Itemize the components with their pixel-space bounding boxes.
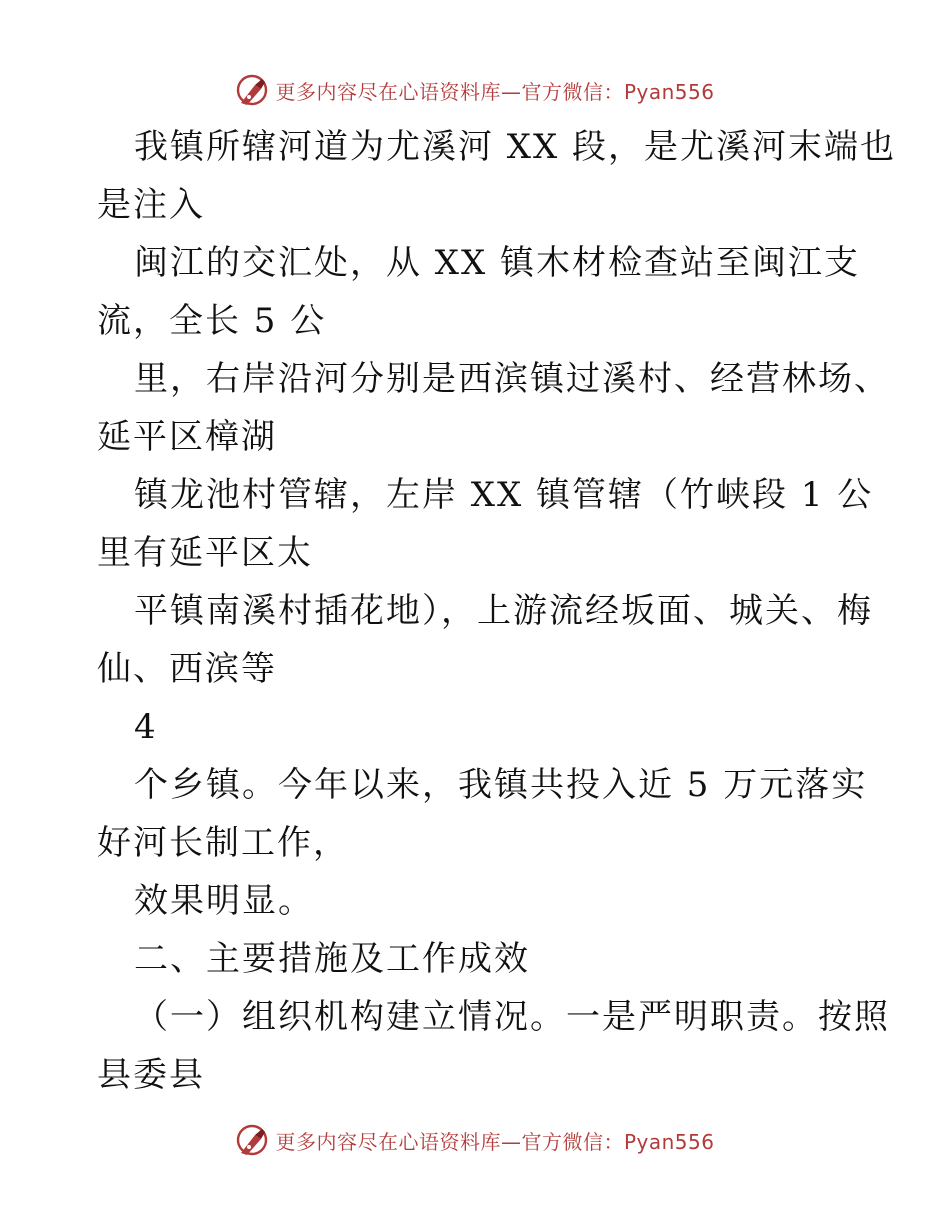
footer-watermark-banner bbox=[0, 1120, 950, 1160]
text-line: 好河长制工作， bbox=[97, 823, 349, 863]
text-line: 平镇南溪村插花地），上游流经坂面、城关、梅 bbox=[134, 591, 873, 631]
pen-nib-logo-icon bbox=[235, 1123, 269, 1157]
text-line: 仙、西滨等 bbox=[97, 649, 277, 689]
text-line: （一）组织机构建立情况。一是严明职责。按照 bbox=[134, 997, 890, 1037]
pen-nib-logo-icon bbox=[235, 73, 269, 107]
text-line: 延平区樟湖 bbox=[97, 417, 277, 457]
text-line: 县委县 bbox=[97, 1055, 205, 1095]
text-line: 是注入 bbox=[97, 185, 205, 225]
text-line: 流，全长 5 公 bbox=[97, 301, 327, 341]
text-line: 4 bbox=[134, 707, 158, 747]
text-line: 二、主要措施及工作成效 bbox=[134, 939, 530, 979]
text-line: 我镇所辖河道为尤溪河 XX 段，是尤溪河末端也 bbox=[134, 127, 897, 167]
text-line: 里，右岸沿河分别是西滨镇过溪村、经营林场、 bbox=[134, 359, 890, 399]
text-line: 镇龙池村管辖，左岸 XX 镇管辖（竹峡段 1 公 bbox=[134, 475, 874, 515]
text-line: 个乡镇。今年以来，我镇共投入近 5 万元落实 bbox=[134, 765, 868, 805]
watermark-text: 更多内容尽在心语资料库—官方微信：Pyan556 bbox=[275, 1129, 715, 1154]
text-line: 效果明显。 bbox=[134, 881, 314, 921]
text-line: 里有延平区太 bbox=[97, 533, 313, 573]
watermark-text: 更多内容尽在心语资料库—官方微信：Pyan556 bbox=[275, 79, 715, 104]
text-line: 闽江的交汇处，从 XX 镇木材检查站至闽江支 bbox=[134, 243, 861, 283]
header-watermark-banner bbox=[0, 70, 950, 110]
document-body bbox=[0, 118, 950, 1104]
